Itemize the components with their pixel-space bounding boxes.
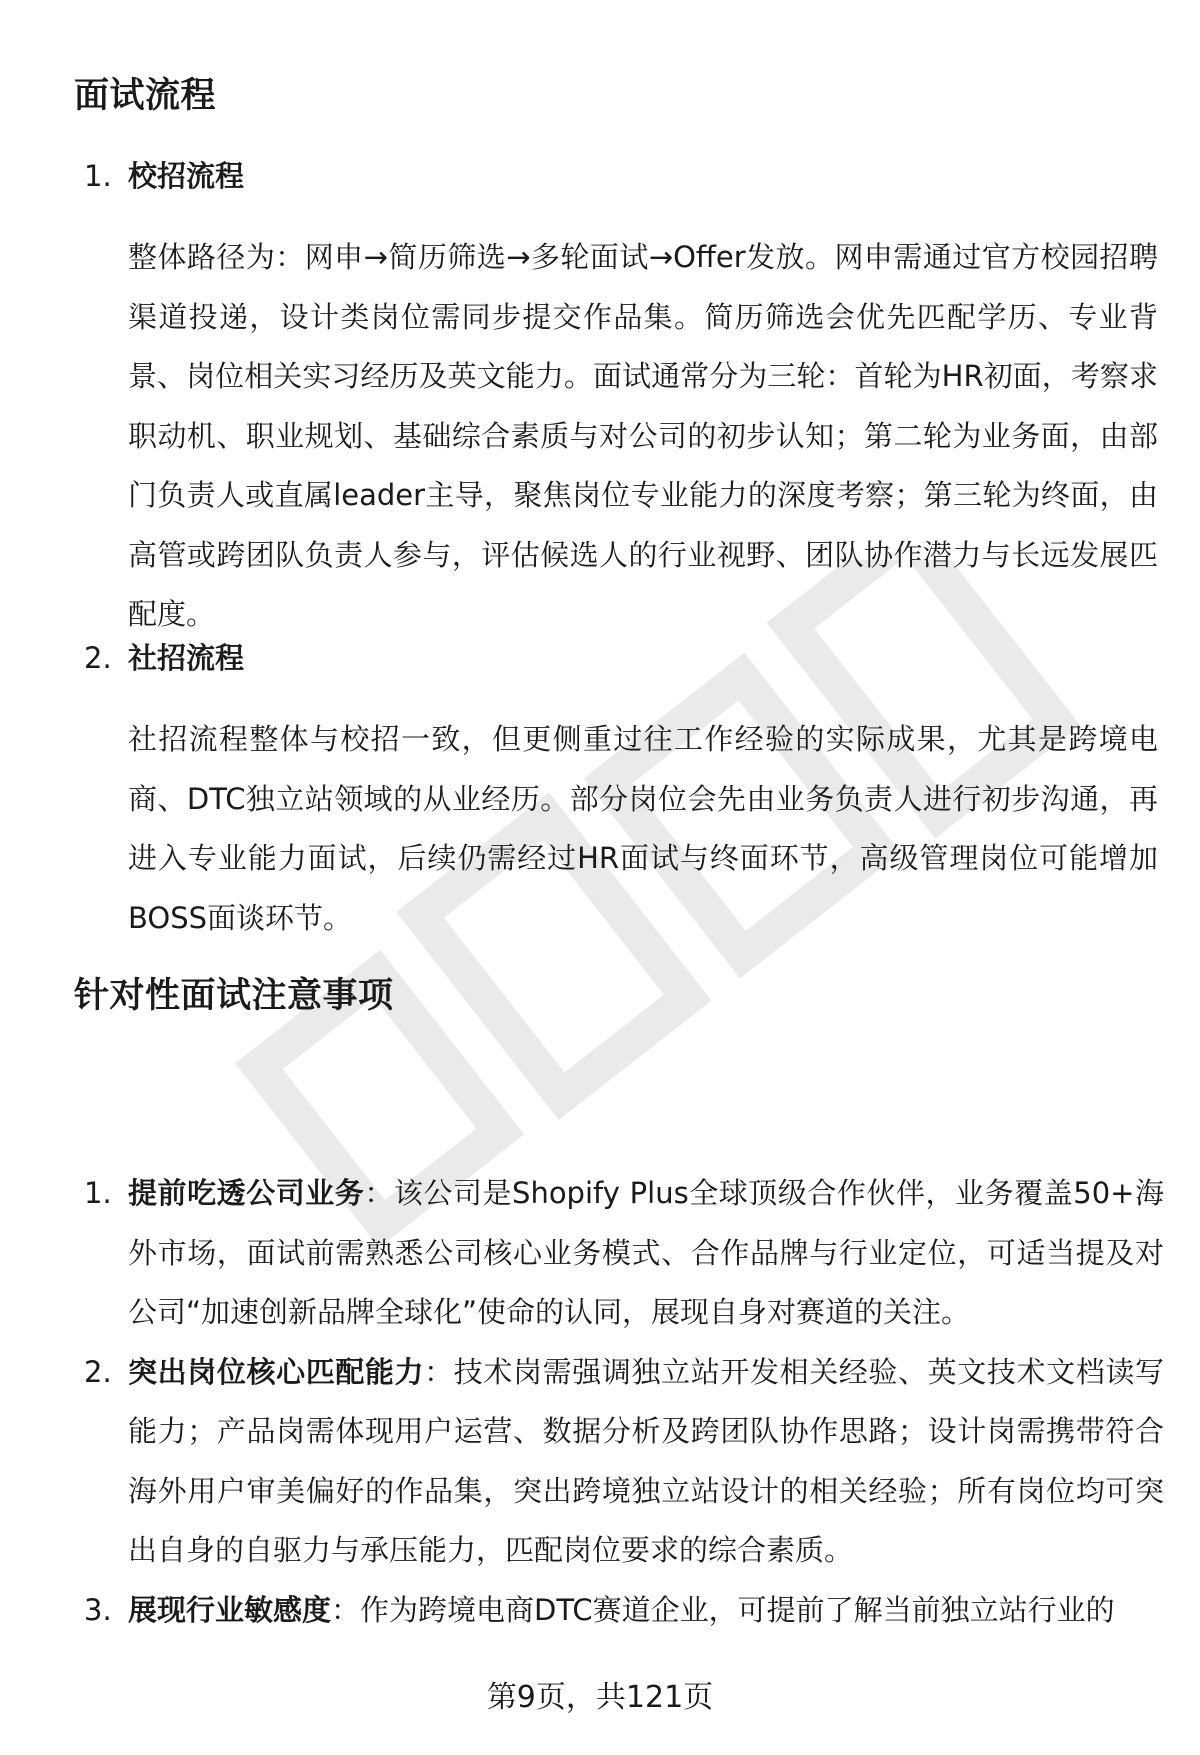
- item-body: ：该公司是Shopify Plus全球顶级合作伙伴，业务覆盖50+海外市场，面试前需熟悉公司核心业务模式、合作品牌与行业定位，可适当提及对公司“加速创新品牌全球化”使命的认同，展现自身对赛道的关注。: [128, 1176, 1164, 1329]
- list-item: [84, 1164, 1164, 1343]
- campus-recruitment-body: 整体路径为：网申→简历筛选→多轮面试→Offer发放。网申需通过官方校园招聘渠道投递，设计类岗位需同步提交作品集。简历筛选会优先匹配学历、专业背景、岗位相关实习经历及英文能力。面试通常分为三轮：首轮为HR初面，考察求职动机、职业规划、基础综合素质与对公司的初步认知；第二轮为业务面，由部门负责人或直属leader主导，聚焦岗位专业能力的深度考察；第三轮为终面，由高管或跨团队负责人参与，评估候选人的行业视野、团队协作潜力与长远发展匹配度。: [128, 240, 1158, 631]
- list-item: [84, 1343, 1164, 1581]
- item-body: ：技术岗需强调独立站开发相关经验、英文技术文档读写能力；产品岗需体现用户运营、数据分析及跨团队协作思路；设计岗需携带符合海外用户审美偏好的作品集，突出跨境独立站设计的相关经验；所有岗位均可突出自身的自驱力与承压能力，匹配岗位要求的综合素质。: [128, 1354, 1164, 1567]
- page-number-footer: 第9页，共121页: [486, 1680, 714, 1715]
- item-body: ：作为跨境电商DTC赛道企业，可提前了解当前独立站行业的: [331, 1592, 1115, 1627]
- list-number: 2.: [84, 641, 112, 675]
- section-title-interview-tips: 针对性面试注意事项: [74, 976, 394, 1016]
- item-title: 社招流程: [128, 641, 245, 675]
- list-number: 1.: [84, 1176, 112, 1210]
- item-title: 展现行业敏感度: [128, 1592, 332, 1627]
- social-recruitment-body: 社招流程整体与校招一致，但更侧重过往工作经验的实际成果，尤其是跨境电商、DTC独立站领域的从业经历。部分岗位会先由业务负责人进行初步沟通，再进入专业能力面试，后续仍需经过HR面试与终面环节，高级管理岗位可能增加BOSS面谈环节。: [128, 722, 1158, 935]
- item-title: 提前吃透公司业务: [128, 1176, 365, 1210]
- tips-list: [84, 1164, 1164, 1640]
- social-recruitment-heading: [84, 638, 244, 678]
- section-title-interview-process: 面试流程: [74, 76, 217, 116]
- list-number: 1.: [84, 159, 112, 193]
- list-item: [84, 1581, 1164, 1641]
- list-number: 3.: [84, 1592, 112, 1627]
- item-title: 突出岗位核心匹配能力: [128, 1354, 425, 1389]
- list-number: 2.: [84, 1354, 112, 1389]
- item-title: 校招流程: [128, 159, 245, 193]
- campus-recruitment-heading: [84, 156, 244, 196]
